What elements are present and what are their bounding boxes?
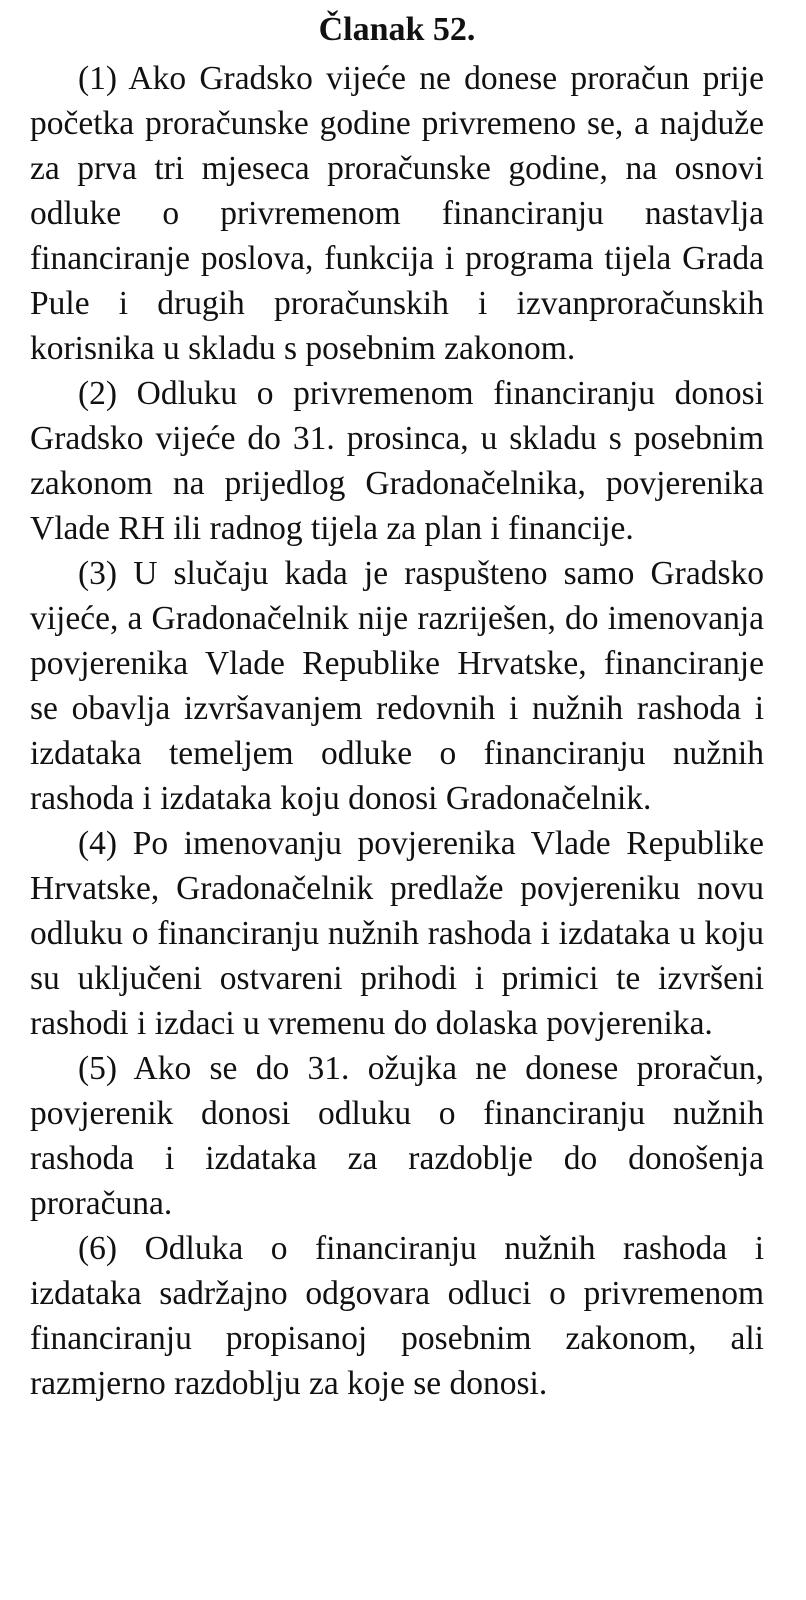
paragraph-4: (4) Po imenovanju povjerenika Vlade Republike Hrvatske, Gradonačelnik predlaže povjereniku novu odluku o financiranju nužnih rashoda i izdataka u koju su uključeni ostvareni prihodi i primici te izvršeni rashodi i izdaci u vremenu do dolaska povjerenika. [30, 825, 764, 1042]
paragraph-2: (2) Odluku o privremenom financiranju donosi Gradsko vijeće do 31. prosinca, u skladu s posebnim zakonom na prijedlog Gradonačelnika, povjerenika Vlade RH ili radnog tijela za plan i financije. [30, 375, 764, 547]
paragraph-3: (3) U slučaju kada je raspušteno samo Gradsko vijeće, a Gradonačelnik nije razriješen, do imenovanja povjerenika Vlade Republike Hrvatske, financiranje se obavlja izvršavanjem redovnih i nužnih rashoda i izdataka temeljem odluke o financiranju nužnih rashoda i izdataka koju donosi Gradonačelnik. [30, 555, 764, 817]
paragraph-1: (1) Ako Gradsko vijeće ne donese proračun prije početka proračunske godine privremeno se, a najduže za prva tri mjeseca proračunske godine, na osnovi odluke o privremenom financiranju nastavlja financiranje poslova, funkcija i programa tijela Grada Pule i drugih proračunskih i izvanproračunskih korisnika u skladu s posebnim zakonom. [30, 60, 764, 367]
paragraph-5: (5) Ako se do 31. ožujka ne donese proračun, povjerenik donosi odluku o financiranju nužnih rashoda i izdataka za razdoblje do donošenja proračuna. [30, 1050, 764, 1222]
article-title: Članak 52. [318, 11, 476, 48]
paragraph-6: (6) Odluka o financiranju nužnih rashoda i izdataka sadržajno odgovara odluci o privremenom financiranju propisanoj posebnim zakonom, ali razmjerno razdoblju za koje se donosi. [30, 1230, 764, 1402]
